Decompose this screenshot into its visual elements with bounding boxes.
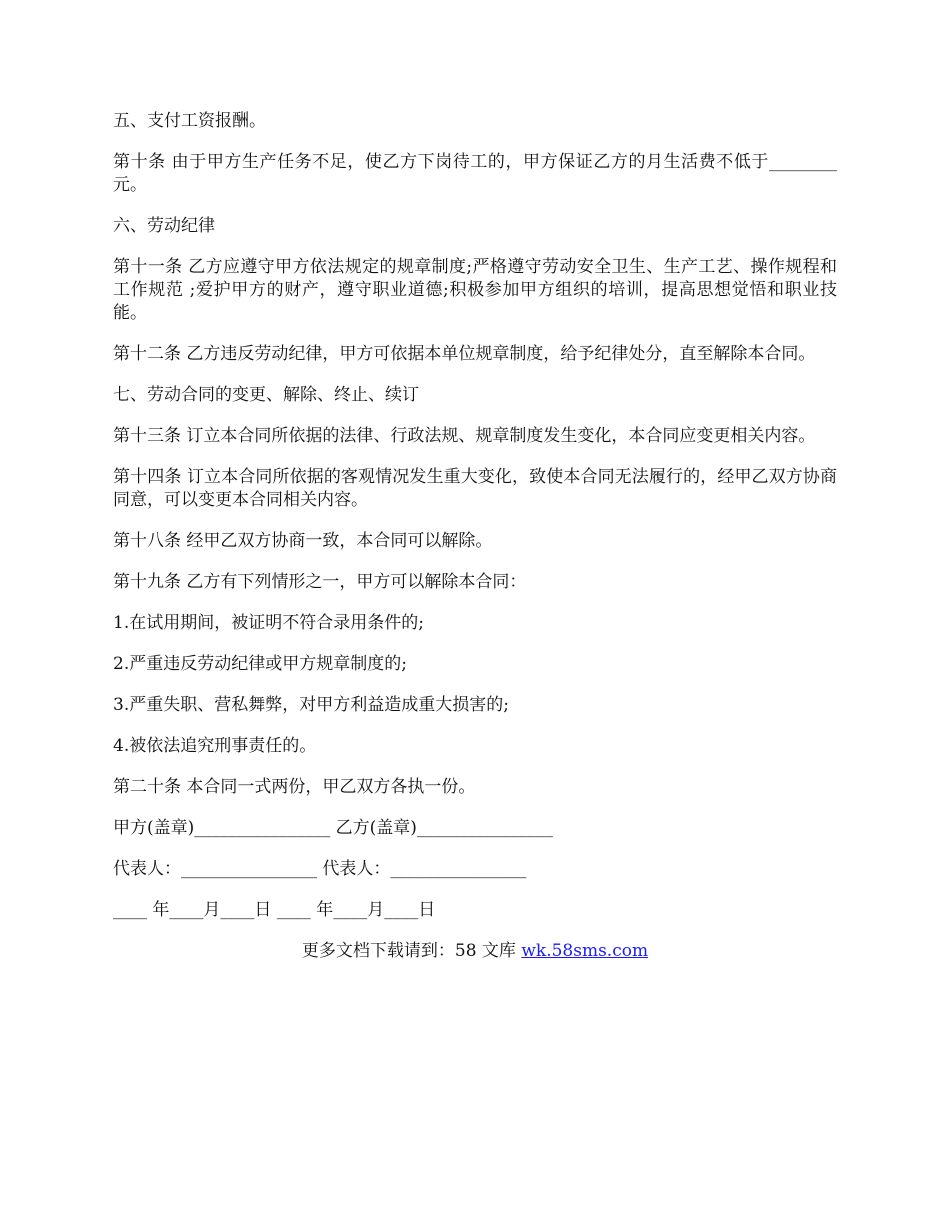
article-12: 第十二条 乙方违反劳动纪律，甲方可依据本单位规章制度，给予纪律处分，直至解除本合同。 xyxy=(113,344,816,364)
document-page xyxy=(113,110,837,963)
footer-prefix: 更多文档下载请到：58 文库 xyxy=(301,941,522,961)
article-13: 第十三条 订立本合同所依据的法律、行政法规、规章制度发生变化，本合同应变更相关内容。 xyxy=(113,426,816,446)
signature-date-line: ____ 年____月____日 ____ 年____月____日 xyxy=(113,900,436,920)
article-18: 第十八条 经甲乙双方协商一致，本合同可以解除。 xyxy=(113,531,493,551)
article-10: 第十条 由于甲方生产任务不足，使乙方下岗待工的，甲方保证乙方的月生活费不低于________元。 xyxy=(113,152,837,195)
list-item-4: 4.被依法追究刑事责任的。 xyxy=(113,736,317,756)
list-item-3: 3.严重失职、营私舞弊，对甲方利益造成重大损害的; xyxy=(113,695,509,715)
article-19: 第十九条 乙方有下列情形之一，甲方可以解除本合同： xyxy=(113,572,527,592)
list-item-2: 2.严重违反劳动纪律或甲方规章制度的; xyxy=(113,654,407,674)
article-14: 第十四条 订立本合同所依据的客观情况发生重大变化，致使本合同无法履行的，经甲乙双方协商同意，可以变更本合同相关内容。 xyxy=(113,467,837,510)
footer-link[interactable]: wk.58sms.com xyxy=(521,941,649,961)
list-item-1: 1.在试用期间，被证明不符合录用条件的; xyxy=(113,613,424,633)
article-20: 第二十条 本合同一式两份，甲乙双方各执一份。 xyxy=(113,777,476,797)
download-footer xyxy=(113,940,837,963)
signature-seal-line: 甲方(盖章)________________ 乙方(盖章)________________ xyxy=(113,818,553,838)
section-heading-discipline: 六、劳动纪律 xyxy=(113,216,215,236)
article-11: 第十一条 乙方应遵守甲方依法规定的规章制度;严格遵守劳动安全卫生、生产工艺、操作规程和工作规范 ;爱护甲方的财产，遵守职业道德;积极参加甲方组织的培训，提高思想觉悟和职业技能。 xyxy=(113,257,837,323)
section-heading-payment: 五、支付工资报酬。 xyxy=(113,111,266,131)
signature-representative-line: 代表人：________________ 代表人：________________ xyxy=(113,859,527,879)
section-heading-contract-changes: 七、劳动合同的变更、解除、终止、续订 xyxy=(113,385,419,405)
